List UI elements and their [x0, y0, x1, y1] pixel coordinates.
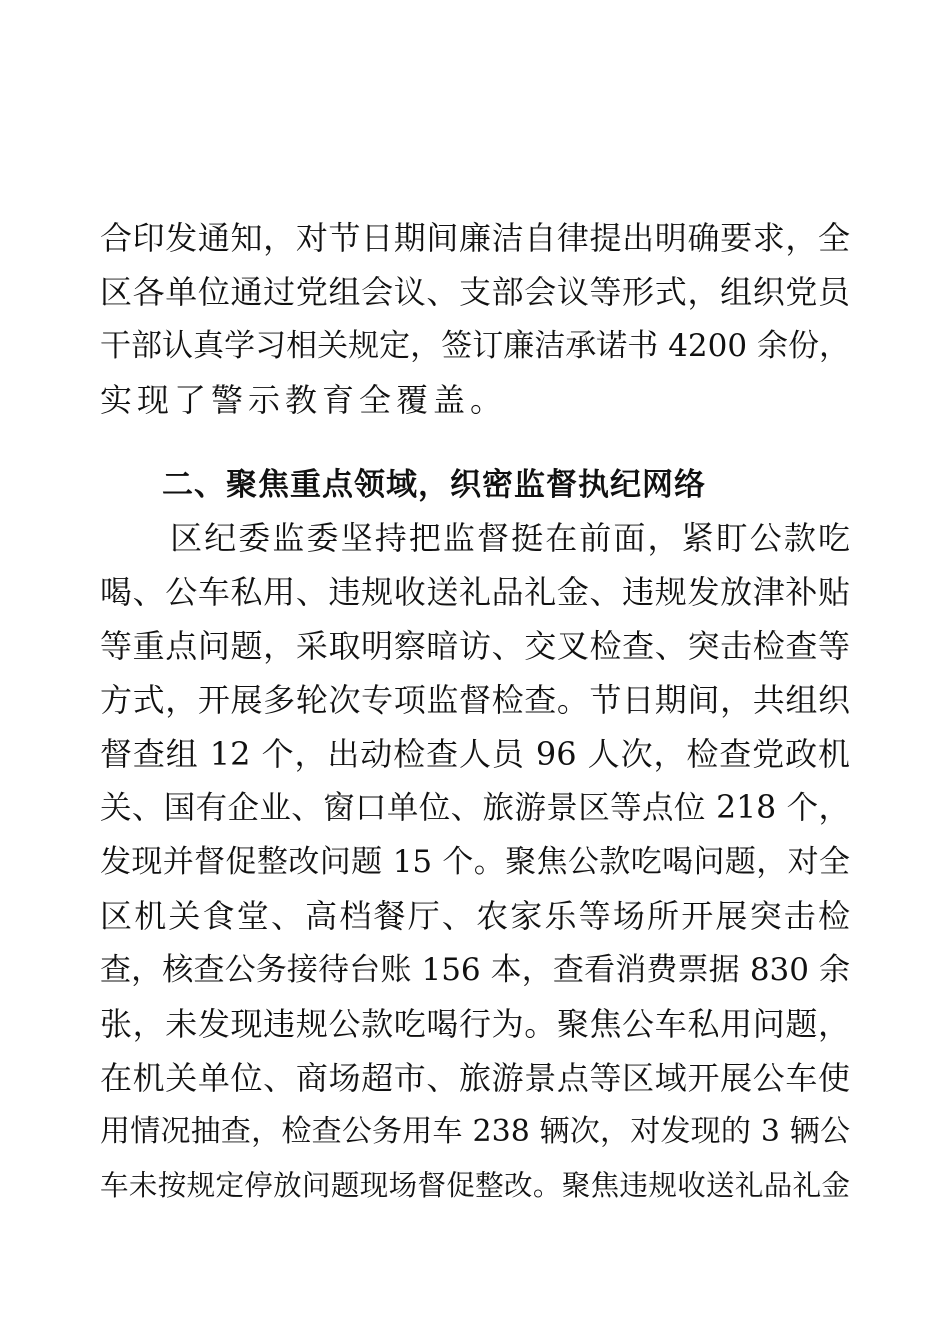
paragraph-line: 方式，开展多轮次专项监督检查。节日期间，共组织 [100, 681, 850, 719]
paragraph-line: 关、国有企业、窗口单位、旅游景区等点位 218 个， [100, 790, 850, 826]
paragraph-line: 合印发通知，对节日期间廉洁自律提出明确要求，全 [100, 219, 850, 257]
paragraph-line: 喝、公车私用、违规收送礼品礼金、违规发放津补贴 [100, 573, 850, 611]
section-heading: 二、聚焦重点领域，织密监督执纪网络 [162, 467, 706, 503]
paragraph-line: 督查组 12 个，出动检查人员 96 人次，检查党政机 [100, 735, 850, 773]
paragraph-line: 区各单位通过党组会议、支部会议等形式，组织党员 [100, 273, 850, 311]
paragraph-line: 等重点问题，采取明察暗访、交叉检查、突击检查等 [100, 627, 850, 665]
paragraph-line: 张，未发现违规公款吃喝行为。聚焦公车私用问题， [100, 1005, 850, 1043]
paragraph-line: 实现了警示教育全覆盖。 [100, 381, 508, 419]
paragraph-line: 在机关单位、商场超市、旅游景点等区域开展公车使 [100, 1059, 850, 1097]
paragraph-line: 查，核查公务接待台账 156 本，查看消费票据 830 余 [100, 952, 850, 988]
paragraph-line: 车未按规定停放问题现场督促整改。聚焦违规收送礼品礼金 [100, 1169, 850, 1202]
paragraph-line: 干部认真学习相关规定，签订廉洁承诺书 4200 余份， [100, 328, 850, 364]
paragraph-line: 区纪委监委坚持把监督挺在前面，紧盯公款吃 [136, 519, 850, 557]
paragraph-line: 发现并督促整改问题 15 个。聚焦公款吃喝问题，对全 [100, 844, 850, 880]
paragraph-line: 用情况抽查，检查公务用车 238 辆次，对发现的 3 辆公 [100, 1114, 850, 1149]
paragraph-line: 区机关食堂、高档餐厅、农家乐等场所开展突击检 [100, 897, 850, 935]
